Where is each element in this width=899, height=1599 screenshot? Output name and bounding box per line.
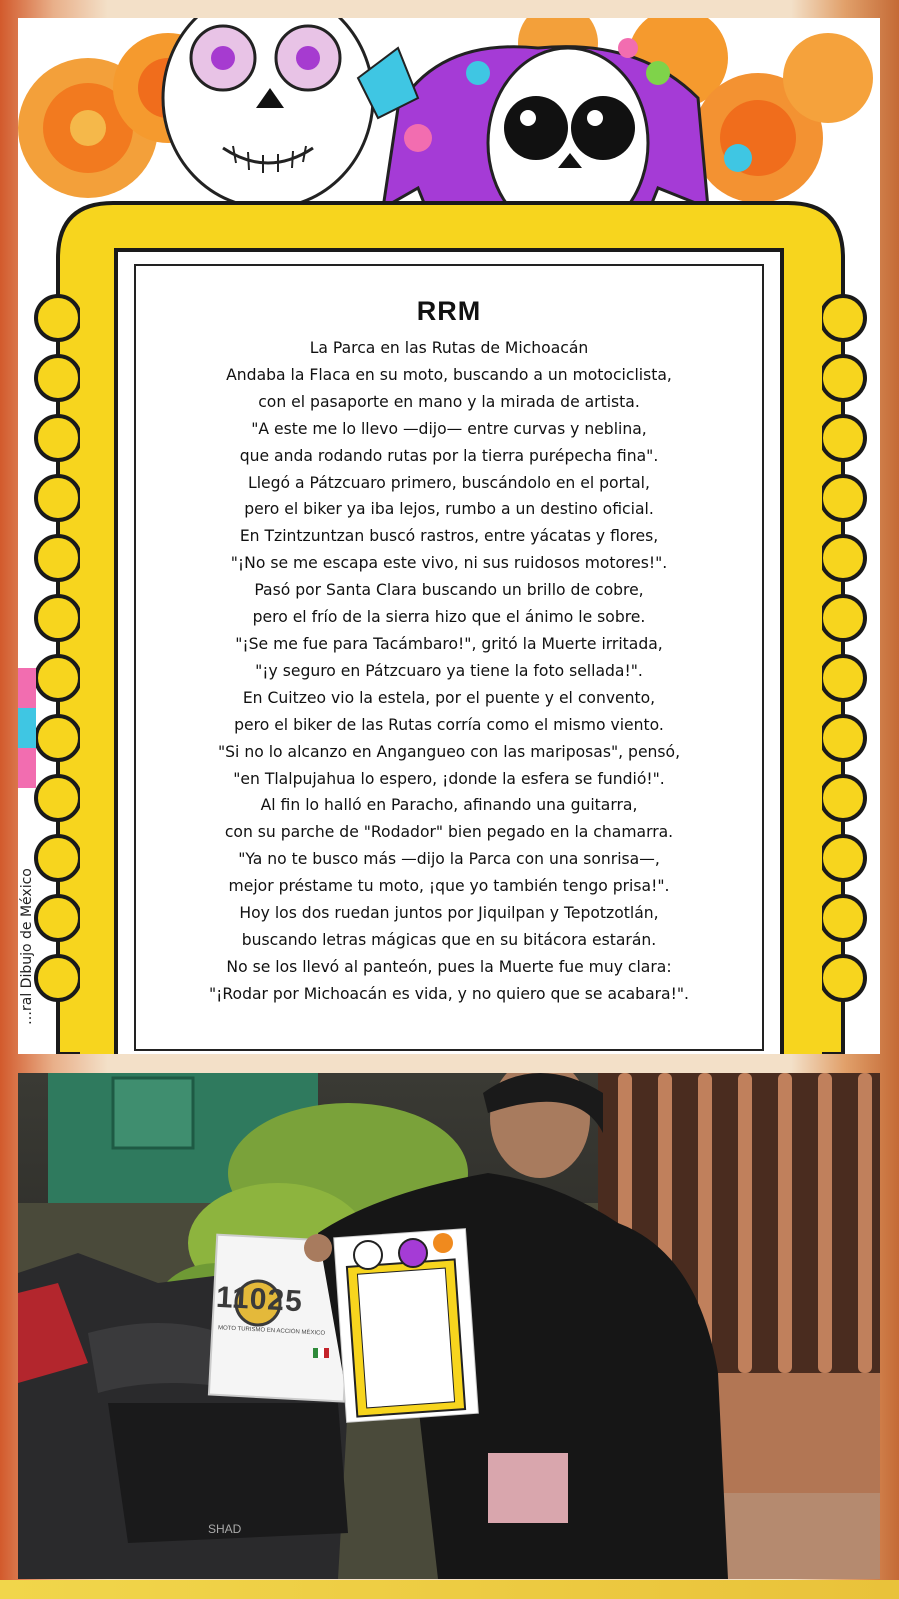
poem-line: mejor préstame tu moto, ¡que yo también tengo prisa!". xyxy=(228,877,670,896)
poem-line: Llegó a Pátzcuaro primero, buscándolo en el portal, xyxy=(248,473,650,492)
poem-line: No se los llevó al panteón, pues la Muerte fue muy clara: xyxy=(226,957,672,976)
poem-line: "¡Rodar por Michoacán es vida, y no quiero que se acabara!". xyxy=(209,984,689,1003)
bottom-yellow-strip xyxy=(0,1580,899,1599)
sign-number: 11025 xyxy=(215,1280,304,1319)
poem-line: "Ya no te busco más —dijo la Parca con una sonrisa—, xyxy=(238,850,660,869)
poem-line: con su parche de "Rodador" bien pegado en la chamarra. xyxy=(224,823,674,842)
side-caption xyxy=(14,690,38,1030)
side-caption-text: …ral Dibujo de México xyxy=(19,868,35,1025)
poem-title: RRM xyxy=(416,296,482,326)
poem-panel xyxy=(134,264,764,1051)
poem-line: En Cuitzeo vio la estela, por el puente y el convento, xyxy=(242,688,656,707)
poem-line: pero el frío de la sierra hizo que el ánimo le sobre. xyxy=(252,608,646,627)
poem-line: "¡y seguro en Pátzcuaro ya tiene la foto sellada!". xyxy=(255,661,643,680)
poem-line: buscando letras mágicas que en su bitácora estarán. xyxy=(241,930,657,949)
poem-line: Andaba la Flaca en su moto, buscando a un motociclista, xyxy=(226,365,672,384)
poem-line: "A este me lo llevo —dijo— entre curvas y neblina, xyxy=(251,419,647,438)
poem-line: La Parca en las Rutas de Michoacán xyxy=(309,339,589,357)
poem-sheet-in-hand xyxy=(334,1229,479,1423)
poem-line: "Si no lo alcanzo en Angangueo con las mariposas", pensó, xyxy=(217,742,681,761)
poem-body xyxy=(136,335,762,1008)
poem-line: "¡No se me escapa este vivo, ni sus ruidosos motores!". xyxy=(230,554,668,573)
poem-line: pero el biker ya iba lejos, rumbo a un destino oficial. xyxy=(244,500,654,519)
poem-line: que anda rodando rutas por la tierra purépecha fina". xyxy=(239,446,659,465)
poem-line: Hoy los dos ruedan juntos por Jiquilpan y Tepotzotlán, xyxy=(239,904,659,923)
photo-scene xyxy=(18,1073,880,1579)
poem-line: En Tzintzuntzan buscó rastros, entre yácatas y flores, xyxy=(239,527,659,546)
poem-line: "¡Se me fue para Tacámbaro!", gritó la Muerte irritada, xyxy=(235,634,663,653)
photo-rider-with-poem xyxy=(18,1073,880,1579)
sign-tagline: MOTO TURISMO EN ACCIÓN MÉXICO xyxy=(217,1325,326,1337)
poem-line: Pasó por Santa Clara buscando un brillo de cobre, xyxy=(254,581,644,600)
svg-text:SHAD: SHAD xyxy=(208,1522,242,1536)
poem-line: con el pasaporte en mano y la mirada de artista. xyxy=(258,392,640,411)
poem-line: pero el biker de las Rutas corría como el mismo viento. xyxy=(234,715,664,734)
poem-line: "en Tlalpujahua lo espero, ¡donde la esfera se fundió!". xyxy=(233,769,665,788)
poem-line: Al fin lo halló en Paracho, afinando una guitarra, xyxy=(260,796,638,815)
